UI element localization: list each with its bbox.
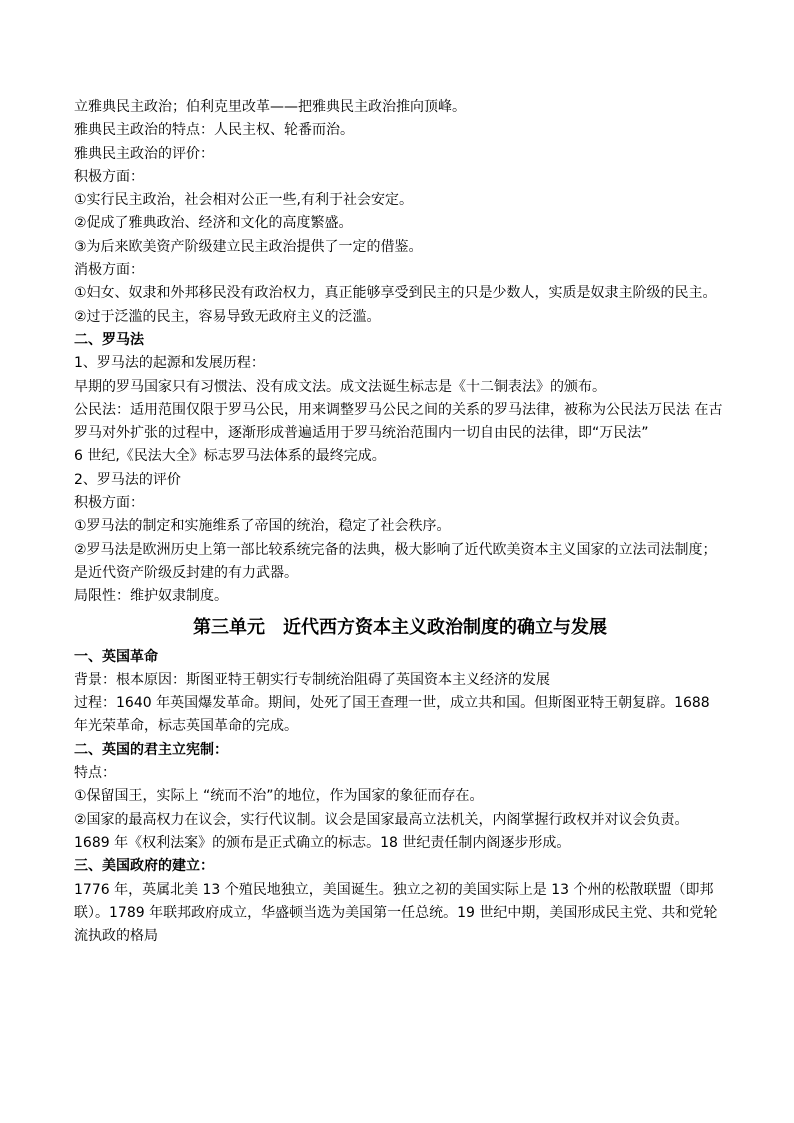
text-line: 积极方面：: [74, 168, 144, 185]
list-item: ②过于泛滥的民主，容易导致无政府主义的泛滥。: [74, 308, 381, 325]
text-line: 背景：根本原因：斯图亚特王朝实行专制统治阻碍了英国资本主义经济的发展: [74, 671, 550, 688]
text-line: 早期的罗马国家只有习惯法、没有成文法。成文法诞生标志是《十二铜表法》的颁布。: [74, 378, 606, 395]
text-line: 立雅典民主政治；伯利克里改革——把雅典民主政治推向顶峰。: [74, 99, 466, 115]
text-line: 雅典民主政治的特点：人民主权、轮番而治。: [74, 122, 354, 139]
list-item: ①罗马法的制定和实施维系了帝国的统治，稳定了社会秩序。: [74, 518, 451, 535]
text-line: 雅典民主政治的评价：: [74, 145, 214, 162]
subheading: 2、罗马法的评价: [74, 471, 181, 488]
text-line: 消极方面：: [74, 262, 144, 279]
list-item: ③为后来欧美资产阶级建立民主政治提供了一定的借鉴。: [74, 238, 423, 255]
subheading: 1、罗马法的起源和发展历程：: [74, 355, 265, 372]
text-line: 积极方面：: [74, 495, 144, 512]
text-line: 局限性：维护奴隶制度。: [74, 588, 228, 605]
text-line: 特点：: [74, 765, 116, 782]
section-heading: 二、罗马法: [74, 331, 144, 348]
list-item: ①妇女、奴隶和外邦移民没有政治权力，真正能够享受到民主的只是少数人，实质是奴隶主阶级的民主。: [74, 285, 717, 302]
paragraph: 过程：1640 年英国爆发革命。期间，处死了国王查理一世，成立共和国。但斯图亚特王朝复辟。1688 年光荣革命，标志英国革命的完成。: [74, 695, 710, 735]
paragraph: 1776 年，英属北美 13 个殖民地独立，美国诞生。独立之初的美国实际上是 13 个州的松散联盟（即邦联）。1789 年联邦政府成立，华盛顿当选为美国第一任总统。19 世纪中期，美国形成民主党、共和党轮流执政的格局: [74, 881, 718, 945]
document-page: [74, 96, 726, 948]
paragraph: 公民法：适用范围仅限于罗马公民，用来调整罗马公民之间的关系的罗马法律，被称为公民法万民法 在古罗马对外扩张的过程中，逐渐形成普遍适用于罗马统治范围内一切自由民的法律，即“万民法”: [74, 401, 723, 442]
section-heading: 三、美国政府的建立：: [74, 858, 214, 875]
list-item: ①实行民主政治，社会相对公正一些,有利于社会安定。: [74, 192, 413, 209]
list-item: ①保留国王，实际上 “统而不治”的地位，作为国家的象征而存在。: [74, 788, 484, 805]
list-item: ②罗马法是欧洲历史上第一部比较系统完备的法典，极大影响了近代欧美资本主义国家的立法司法制度；是近代资产阶级反封建的有力武器。: [74, 541, 717, 581]
section-heading: 一、英国革命: [74, 648, 158, 665]
list-item: ②促成了雅典政治、经济和文化的高度繁盛。: [74, 215, 353, 232]
unit-title: 第三单元 近代西方资本主义政治制度的确立与发展: [193, 616, 607, 638]
text-line: 6 世纪,《民法大全》标志罗马法体系的最终完成。: [74, 448, 386, 465]
section-heading: 二、英国的君主立宪制：: [74, 741, 228, 758]
list-item: ②国家的最高权力在议会，实行代议制。议会是国家最高立法机关，内阁掌握行政权并对议会负责。: [74, 811, 689, 828]
text-line: 1689 年《权利法案》的颁布是正式确立的标志。18 世纪责任制内阁逐步形成。: [74, 834, 571, 851]
